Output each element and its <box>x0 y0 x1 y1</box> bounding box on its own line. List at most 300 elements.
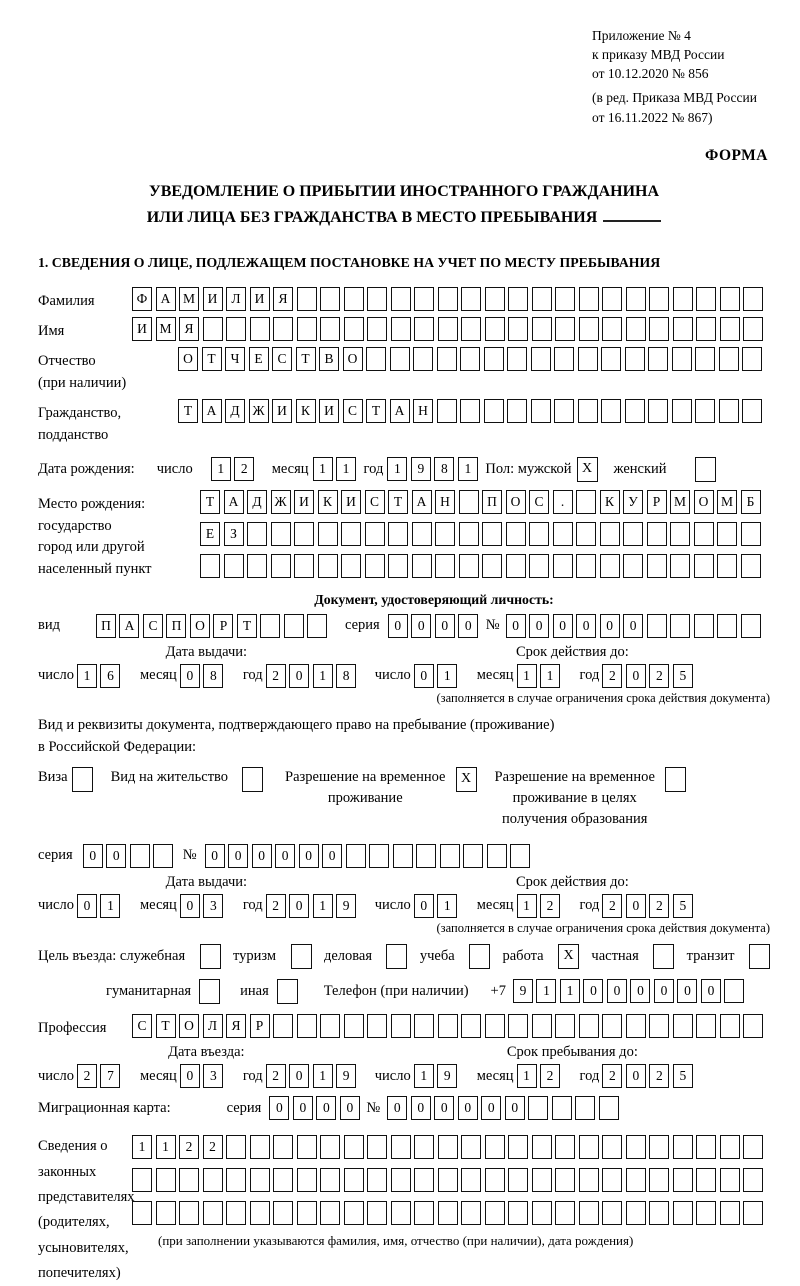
char-cell[interactable]: 0 <box>180 664 200 688</box>
char-cell[interactable]: Ф <box>132 287 152 311</box>
char-cell[interactable] <box>320 1014 340 1038</box>
char-cell[interactable] <box>437 399 457 423</box>
char-cell[interactable] <box>416 844 436 868</box>
char-cell[interactable] <box>555 317 575 341</box>
char-cell[interactable]: 2 <box>234 457 254 481</box>
char-cell[interactable] <box>695 347 715 371</box>
char-cell[interactable] <box>532 1168 552 1192</box>
char-cell[interactable]: Ч <box>225 347 245 371</box>
char-cell[interactable] <box>367 1135 387 1159</box>
char-cell[interactable] <box>670 522 690 546</box>
char-cell[interactable] <box>459 490 479 514</box>
char-cell[interactable]: 0 <box>630 979 650 1003</box>
char-cell[interactable]: 2 <box>266 894 286 918</box>
char-cell[interactable] <box>602 287 622 311</box>
char-cell[interactable]: 1 <box>77 664 97 688</box>
char-cell[interactable] <box>532 317 552 341</box>
char-cell[interactable] <box>743 1168 763 1192</box>
char-cell[interactable] <box>579 1135 599 1159</box>
char-cell[interactable]: 1 <box>536 979 556 1003</box>
char-cell[interactable] <box>743 1014 763 1038</box>
checkbox-temp-residence-education[interactable] <box>665 767 686 792</box>
char-cell[interactable]: 9 <box>411 457 431 481</box>
char-cell[interactable] <box>273 1135 293 1159</box>
char-cell[interactable] <box>602 1201 622 1225</box>
char-cell[interactable] <box>579 317 599 341</box>
char-cell[interactable]: 0 <box>414 894 434 918</box>
char-cell[interactable] <box>532 1201 552 1225</box>
char-cell[interactable] <box>649 1014 669 1038</box>
char-cell[interactable] <box>673 1168 693 1192</box>
char-cell[interactable]: Е <box>249 347 269 371</box>
checkbox-male[interactable]: X <box>577 457 598 482</box>
checkbox-visa[interactable] <box>72 767 93 792</box>
char-cell[interactable]: 0 <box>275 844 295 868</box>
char-cell[interactable] <box>260 614 280 638</box>
char-cell[interactable]: 0 <box>77 894 97 918</box>
char-cell[interactable] <box>132 1201 152 1225</box>
char-cell[interactable]: 0 <box>458 1096 478 1120</box>
char-cell[interactable] <box>393 844 413 868</box>
char-cell[interactable] <box>724 979 744 1003</box>
char-cell[interactable] <box>602 1014 622 1038</box>
char-cell[interactable] <box>743 287 763 311</box>
char-cell[interactable]: 2 <box>649 894 669 918</box>
char-cell[interactable]: 0 <box>289 894 309 918</box>
char-cell[interactable]: 0 <box>607 979 627 1003</box>
char-cell[interactable] <box>344 1168 364 1192</box>
char-cell[interactable] <box>307 614 327 638</box>
char-cell[interactable] <box>508 1135 528 1159</box>
char-cell[interactable]: 2 <box>77 1064 97 1088</box>
char-cell[interactable] <box>414 1014 434 1038</box>
char-cell[interactable] <box>601 347 621 371</box>
char-cell[interactable]: С <box>132 1014 152 1038</box>
char-cell[interactable]: 0 <box>387 1096 407 1120</box>
char-cell[interactable]: Н <box>413 399 433 423</box>
char-cell[interactable] <box>649 1135 669 1159</box>
char-cell[interactable]: И <box>132 317 152 341</box>
char-cell[interactable] <box>555 287 575 311</box>
char-cell[interactable] <box>203 1201 223 1225</box>
checkbox-female[interactable] <box>695 457 716 482</box>
char-cell[interactable] <box>367 1201 387 1225</box>
char-cell[interactable] <box>294 554 314 578</box>
char-cell[interactable]: 1 <box>458 457 478 481</box>
char-cell[interactable] <box>485 1014 505 1038</box>
char-cell[interactable]: 0 <box>388 614 408 638</box>
char-cell[interactable] <box>388 522 408 546</box>
char-cell[interactable]: А <box>412 490 432 514</box>
char-cell[interactable]: А <box>390 399 410 423</box>
char-cell[interactable]: Я <box>226 1014 246 1038</box>
char-cell[interactable]: 0 <box>414 664 434 688</box>
char-cell[interactable] <box>346 844 366 868</box>
char-cell[interactable] <box>412 554 432 578</box>
char-cell[interactable] <box>695 399 715 423</box>
char-cell[interactable] <box>578 399 598 423</box>
char-cell[interactable] <box>297 287 317 311</box>
char-cell[interactable] <box>554 399 574 423</box>
char-cell[interactable]: 0 <box>654 979 674 1003</box>
char-cell[interactable] <box>344 1014 364 1038</box>
char-cell[interactable] <box>482 554 502 578</box>
char-cell[interactable] <box>463 844 483 868</box>
char-cell[interactable]: 9 <box>513 979 533 1003</box>
char-cell[interactable] <box>367 1168 387 1192</box>
char-cell[interactable] <box>485 1201 505 1225</box>
char-cell[interactable] <box>487 844 507 868</box>
char-cell[interactable] <box>576 490 596 514</box>
char-cell[interactable] <box>247 522 267 546</box>
char-cell[interactable]: И <box>250 287 270 311</box>
char-cell[interactable] <box>743 1201 763 1225</box>
char-cell[interactable] <box>461 1201 481 1225</box>
char-cell[interactable] <box>626 1135 646 1159</box>
char-cell[interactable] <box>696 287 716 311</box>
char-cell[interactable] <box>555 1135 575 1159</box>
char-cell[interactable]: 0 <box>458 614 478 638</box>
char-cell[interactable] <box>649 1168 669 1192</box>
char-cell[interactable] <box>717 522 737 546</box>
char-cell[interactable] <box>412 522 432 546</box>
char-cell[interactable]: 1 <box>387 457 407 481</box>
checkbox-purpose-humanitarian[interactable] <box>199 979 220 1004</box>
char-cell[interactable] <box>226 317 246 341</box>
char-cell[interactable] <box>344 1135 364 1159</box>
char-cell[interactable] <box>320 1135 340 1159</box>
char-cell[interactable] <box>179 1168 199 1192</box>
char-cell[interactable]: 2 <box>203 1135 223 1159</box>
char-cell[interactable] <box>508 1201 528 1225</box>
char-cell[interactable] <box>153 844 173 868</box>
char-cell[interactable]: Д <box>247 490 267 514</box>
char-cell[interactable] <box>484 347 504 371</box>
char-cell[interactable]: 5 <box>673 1064 693 1088</box>
char-cell[interactable] <box>271 522 291 546</box>
char-cell[interactable]: 1 <box>517 1064 537 1088</box>
char-cell[interactable] <box>578 347 598 371</box>
char-cell[interactable]: Л <box>203 1014 223 1038</box>
char-cell[interactable] <box>742 399 762 423</box>
char-cell[interactable] <box>297 1201 317 1225</box>
char-cell[interactable] <box>508 287 528 311</box>
char-cell[interactable]: И <box>294 490 314 514</box>
char-cell[interactable] <box>600 522 620 546</box>
char-cell[interactable]: К <box>318 490 338 514</box>
char-cell[interactable]: П <box>482 490 502 514</box>
char-cell[interactable]: 1 <box>211 457 231 481</box>
char-cell[interactable] <box>366 347 386 371</box>
char-cell[interactable] <box>369 844 389 868</box>
char-cell[interactable]: 2 <box>602 894 622 918</box>
char-cell[interactable] <box>156 1168 176 1192</box>
char-cell[interactable]: 1 <box>313 894 333 918</box>
char-cell[interactable]: 1 <box>437 664 457 688</box>
char-cell[interactable] <box>602 1168 622 1192</box>
char-cell[interactable]: 7 <box>100 1064 120 1088</box>
char-cell[interactable] <box>508 1168 528 1192</box>
char-cell[interactable]: 1 <box>336 457 356 481</box>
char-cell[interactable]: 6 <box>100 664 120 688</box>
char-cell[interactable] <box>460 399 480 423</box>
char-cell[interactable] <box>226 1201 246 1225</box>
checkbox-purpose-official[interactable] <box>200 944 221 969</box>
checkbox-temp-residence[interactable]: X <box>456 767 477 792</box>
char-cell[interactable] <box>388 554 408 578</box>
char-cell[interactable]: 0 <box>626 664 646 688</box>
char-cell[interactable] <box>673 1201 693 1225</box>
char-cell[interactable] <box>247 554 267 578</box>
char-cell[interactable]: 0 <box>83 844 103 868</box>
char-cell[interactable]: Д <box>225 399 245 423</box>
char-cell[interactable] <box>741 614 761 638</box>
char-cell[interactable]: 2 <box>540 1064 560 1088</box>
char-cell[interactable] <box>673 1014 693 1038</box>
char-cell[interactable]: 2 <box>540 894 560 918</box>
char-cell[interactable]: 0 <box>293 1096 313 1120</box>
char-cell[interactable]: 9 <box>336 894 356 918</box>
char-cell[interactable]: 0 <box>506 614 526 638</box>
char-cell[interactable]: А <box>156 287 176 311</box>
char-cell[interactable] <box>435 554 455 578</box>
char-cell[interactable]: Л <box>226 287 246 311</box>
char-cell[interactable] <box>297 1135 317 1159</box>
char-cell[interactable] <box>673 287 693 311</box>
char-cell[interactable]: 0 <box>600 614 620 638</box>
char-cell[interactable] <box>528 1096 548 1120</box>
checkbox-purpose-other[interactable] <box>277 979 298 1004</box>
char-cell[interactable] <box>510 844 530 868</box>
char-cell[interactable] <box>438 1168 458 1192</box>
char-cell[interactable]: 1 <box>540 664 560 688</box>
char-cell[interactable] <box>461 1135 481 1159</box>
char-cell[interactable] <box>506 522 526 546</box>
char-cell[interactable] <box>673 1135 693 1159</box>
char-cell[interactable] <box>413 347 433 371</box>
char-cell[interactable] <box>626 317 646 341</box>
char-cell[interactable]: У <box>623 490 643 514</box>
char-cell[interactable] <box>414 317 434 341</box>
char-cell[interactable] <box>344 1201 364 1225</box>
char-cell[interactable] <box>623 522 643 546</box>
char-cell[interactable] <box>741 554 761 578</box>
char-cell[interactable] <box>720 287 740 311</box>
char-cell[interactable]: 2 <box>649 664 669 688</box>
char-cell[interactable]: 1 <box>313 1064 333 1088</box>
char-cell[interactable] <box>320 317 340 341</box>
char-cell[interactable] <box>532 287 552 311</box>
char-cell[interactable]: О <box>506 490 526 514</box>
char-cell[interactable]: 8 <box>203 664 223 688</box>
char-cell[interactable] <box>438 317 458 341</box>
char-cell[interactable] <box>741 522 761 546</box>
char-cell[interactable] <box>696 317 716 341</box>
char-cell[interactable]: М <box>670 490 690 514</box>
char-cell[interactable]: С <box>529 490 549 514</box>
char-cell[interactable] <box>600 554 620 578</box>
char-cell[interactable] <box>391 1168 411 1192</box>
char-cell[interactable]: 2 <box>649 1064 669 1088</box>
char-cell[interactable]: 8 <box>336 664 356 688</box>
char-cell[interactable] <box>743 1135 763 1159</box>
char-cell[interactable]: 0 <box>435 614 455 638</box>
char-cell[interactable] <box>647 522 667 546</box>
char-cell[interactable] <box>742 347 762 371</box>
char-cell[interactable] <box>365 522 385 546</box>
char-cell[interactable]: Т <box>200 490 220 514</box>
char-cell[interactable] <box>531 347 551 371</box>
char-cell[interactable]: 0 <box>252 844 272 868</box>
char-cell[interactable] <box>579 1168 599 1192</box>
char-cell[interactable] <box>484 399 504 423</box>
char-cell[interactable] <box>461 1168 481 1192</box>
char-cell[interactable]: 0 <box>205 844 225 868</box>
char-cell[interactable]: 2 <box>602 664 622 688</box>
char-cell[interactable]: Т <box>156 1014 176 1038</box>
char-cell[interactable] <box>672 399 692 423</box>
char-cell[interactable]: А <box>202 399 222 423</box>
char-cell[interactable] <box>670 554 690 578</box>
char-cell[interactable] <box>599 1096 619 1120</box>
char-cell[interactable]: К <box>296 399 316 423</box>
char-cell[interactable]: 1 <box>156 1135 176 1159</box>
char-cell[interactable]: Р <box>647 490 667 514</box>
char-cell[interactable]: 2 <box>179 1135 199 1159</box>
char-cell[interactable] <box>438 1014 458 1038</box>
char-cell[interactable] <box>672 347 692 371</box>
char-cell[interactable] <box>623 554 643 578</box>
char-cell[interactable] <box>531 399 551 423</box>
char-cell[interactable] <box>341 554 361 578</box>
char-cell[interactable] <box>297 317 317 341</box>
char-cell[interactable] <box>461 287 481 311</box>
char-cell[interactable]: 0 <box>322 844 342 868</box>
char-cell[interactable] <box>132 1168 152 1192</box>
char-cell[interactable] <box>438 1135 458 1159</box>
char-cell[interactable] <box>719 399 739 423</box>
char-cell[interactable] <box>720 1014 740 1038</box>
char-cell[interactable]: П <box>166 614 186 638</box>
char-cell[interactable] <box>506 554 526 578</box>
char-cell[interactable] <box>626 1168 646 1192</box>
char-cell[interactable]: 1 <box>437 894 457 918</box>
char-cell[interactable] <box>344 287 364 311</box>
char-cell[interactable]: А <box>224 490 244 514</box>
char-cell[interactable] <box>250 317 270 341</box>
char-cell[interactable] <box>673 317 693 341</box>
char-cell[interactable]: 2 <box>266 1064 286 1088</box>
char-cell[interactable] <box>367 1014 387 1038</box>
char-cell[interactable] <box>720 1168 740 1192</box>
char-cell[interactable] <box>460 347 480 371</box>
char-cell[interactable] <box>625 399 645 423</box>
char-cell[interactable]: Т <box>202 347 222 371</box>
char-cell[interactable] <box>320 1168 340 1192</box>
char-cell[interactable] <box>156 1201 176 1225</box>
checkbox-purpose-private[interactable] <box>653 944 674 969</box>
char-cell[interactable] <box>391 1135 411 1159</box>
char-cell[interactable] <box>391 317 411 341</box>
char-cell[interactable] <box>482 522 502 546</box>
char-cell[interactable] <box>579 1014 599 1038</box>
char-cell[interactable] <box>626 1014 646 1038</box>
char-cell[interactable] <box>459 554 479 578</box>
char-cell[interactable]: 0 <box>411 614 431 638</box>
char-cell[interactable] <box>601 399 621 423</box>
char-cell[interactable]: С <box>343 399 363 423</box>
char-cell[interactable]: 1 <box>313 457 333 481</box>
char-cell[interactable] <box>297 1014 317 1038</box>
char-cell[interactable] <box>719 347 739 371</box>
char-cell[interactable]: С <box>365 490 385 514</box>
char-cell[interactable] <box>273 1014 293 1038</box>
char-cell[interactable]: 0 <box>316 1096 336 1120</box>
char-cell[interactable] <box>461 1014 481 1038</box>
char-cell[interactable] <box>649 1201 669 1225</box>
char-cell[interactable] <box>626 287 646 311</box>
char-cell[interactable] <box>649 317 669 341</box>
char-cell[interactable]: Т <box>366 399 386 423</box>
char-cell[interactable]: 8 <box>434 457 454 481</box>
char-cell[interactable]: И <box>319 399 339 423</box>
char-cell[interactable] <box>696 1135 716 1159</box>
char-cell[interactable] <box>720 1201 740 1225</box>
checkbox-purpose-business[interactable] <box>386 944 407 969</box>
char-cell[interactable] <box>284 614 304 638</box>
char-cell[interactable] <box>224 554 244 578</box>
char-cell[interactable]: . <box>553 490 573 514</box>
char-cell[interactable] <box>367 317 387 341</box>
char-cell[interactable] <box>554 347 574 371</box>
char-cell[interactable] <box>250 1201 270 1225</box>
char-cell[interactable]: 0 <box>701 979 721 1003</box>
char-cell[interactable]: 5 <box>673 664 693 688</box>
char-cell[interactable]: Ж <box>271 490 291 514</box>
char-cell[interactable]: З <box>224 522 244 546</box>
char-cell[interactable]: 3 <box>203 1064 223 1088</box>
char-cell[interactable] <box>461 317 481 341</box>
char-cell[interactable]: 1 <box>100 894 120 918</box>
char-cell[interactable]: 0 <box>576 614 596 638</box>
char-cell[interactable]: 3 <box>203 894 223 918</box>
char-cell[interactable] <box>552 1096 572 1120</box>
char-cell[interactable] <box>391 1014 411 1038</box>
char-cell[interactable]: О <box>343 347 363 371</box>
char-cell[interactable] <box>507 347 527 371</box>
char-cell[interactable]: 9 <box>336 1064 356 1088</box>
char-cell[interactable] <box>717 554 737 578</box>
char-cell[interactable] <box>532 1135 552 1159</box>
char-cell[interactable] <box>485 317 505 341</box>
char-cell[interactable] <box>555 1014 575 1038</box>
char-cell[interactable] <box>575 1096 595 1120</box>
char-cell[interactable]: О <box>190 614 210 638</box>
char-cell[interactable] <box>320 287 340 311</box>
char-cell[interactable] <box>717 614 737 638</box>
char-cell[interactable] <box>250 1135 270 1159</box>
char-cell[interactable] <box>179 1201 199 1225</box>
checkbox-purpose-study[interactable] <box>469 944 490 969</box>
char-cell[interactable] <box>367 287 387 311</box>
checkbox-purpose-transit[interactable] <box>749 944 770 969</box>
char-cell[interactable] <box>440 844 460 868</box>
char-cell[interactable]: А <box>119 614 139 638</box>
char-cell[interactable] <box>649 287 669 311</box>
char-cell[interactable] <box>529 554 549 578</box>
char-cell[interactable]: М <box>179 287 199 311</box>
char-cell[interactable]: Т <box>296 347 316 371</box>
